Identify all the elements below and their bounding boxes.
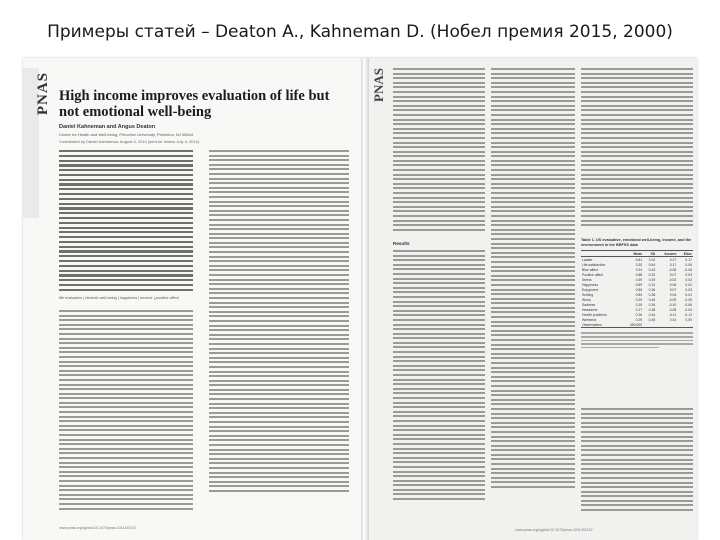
- table-cell: -0.12: [684, 312, 692, 317]
- article-scan: [23, 58, 697, 540]
- table-cell: 0.02: [685, 282, 692, 287]
- right-column-3-bottom: [581, 408, 693, 516]
- table-cell: 0.06: [685, 262, 692, 267]
- table-cell: -0.05: [684, 267, 692, 272]
- table-cell: -0.08: [668, 307, 677, 312]
- table-cell: Smiling: [582, 292, 594, 297]
- table-row: [581, 312, 693, 317]
- table-cell: -0.08: [668, 267, 677, 272]
- table-header-cell: SD: [643, 251, 656, 257]
- body-column-2: [209, 150, 349, 516]
- page-gutter: [361, 58, 369, 540]
- table-cell: 0.26: [635, 312, 643, 317]
- table-cell: Ladder: [582, 257, 593, 262]
- article-authors: Daniel Kahneman and Angus Deaton: [59, 124, 156, 130]
- table-cell: -0.02: [668, 277, 677, 282]
- article-left-page: [23, 58, 361, 540]
- body-text-1: [59, 310, 193, 510]
- table-cell: Health problems: [582, 312, 607, 317]
- table-cell: 0.88: [635, 272, 643, 277]
- article-affiliation: Center for Health and Well-being, Princeton University, Princeton, NJ 08544: [59, 132, 194, 137]
- table-cell: 0.38: [648, 307, 656, 312]
- table-header-cell: Educ: [677, 251, 693, 257]
- table-row: [581, 262, 693, 267]
- right-text-3b: [581, 408, 693, 511]
- table-cell: 0.02: [685, 277, 692, 282]
- table-cell: 0.07: [669, 287, 677, 292]
- pnas-logo-right: PNAS: [371, 68, 386, 102]
- right-text-3a: [581, 68, 693, 226]
- table-cell: 0.49: [648, 277, 656, 282]
- table-cell: Life satisfaction: [582, 262, 606, 267]
- table-cell: -0.09: [668, 297, 677, 302]
- body-column-1: [59, 310, 193, 516]
- table-cell: 0.00: [685, 317, 692, 322]
- table-cell: -0.05: [684, 297, 692, 302]
- table-cell: 0.85: [635, 287, 643, 292]
- table-cell: Blue affect: [582, 267, 598, 272]
- right-text-1a: [393, 68, 485, 231]
- table-cell: 0.01: [669, 317, 677, 322]
- table-cell: [677, 322, 693, 328]
- table-cell: [656, 322, 677, 328]
- table-cell: -0.04: [684, 307, 692, 312]
- table-cell: Weekend: [582, 317, 597, 322]
- right-text-1b: [393, 250, 485, 500]
- table-cell: 0.44: [648, 312, 656, 317]
- abstract-column: [59, 150, 193, 292]
- table-cell: -0.06: [684, 302, 692, 307]
- table-header-cell: Income: [656, 251, 677, 257]
- table-cell: 0.03: [685, 272, 692, 277]
- table-cell: 3.30: [635, 262, 643, 267]
- table-cell: -0.10: [668, 302, 677, 307]
- table-cell: Stress: [582, 277, 592, 282]
- table-cell: Sadness: [582, 302, 596, 307]
- table-cell: 2.02: [648, 257, 656, 262]
- table-cell: 0.07: [669, 272, 677, 277]
- table-cell: Enjoyment: [582, 287, 599, 292]
- table-cell: 0.45: [648, 297, 656, 302]
- table-cell: 0.83: [635, 292, 643, 297]
- table-cell: 0.36: [648, 287, 656, 292]
- article-keywords: life evaluation | hedonic well-being | happiness | income | positive affect: [59, 296, 179, 300]
- table-cell: 0.31: [648, 282, 656, 287]
- table-1-caption: Table 1. US evaluative, emotional well-being, income, and the environment in the BRFSS data: [581, 238, 692, 247]
- table-header-cell: Mean: [622, 251, 644, 257]
- abstract-text: [59, 150, 193, 292]
- table-row: [581, 267, 693, 272]
- article-right-page: [369, 58, 697, 540]
- table-cell: 0.17: [669, 262, 677, 267]
- table-cell: 0.45: [648, 317, 656, 322]
- table-row: [581, 282, 693, 287]
- table-1-grid: [581, 250, 693, 328]
- table-cell: 0.24: [635, 267, 643, 272]
- table-cell: Worry: [582, 297, 591, 302]
- table-cell: 0.38: [648, 292, 656, 297]
- table-1-body: [581, 257, 693, 328]
- pnas-logo: PNAS: [35, 72, 51, 116]
- right-column-3-top: [581, 68, 693, 232]
- table-cell: 0.32: [648, 272, 656, 277]
- table-cell: 0.15: [635, 302, 643, 307]
- article-title: High income improves evaluation of life but not emotional well-being: [59, 88, 330, 120]
- table-cell: 0.39: [635, 277, 643, 282]
- table-cell: 6.81: [635, 257, 643, 262]
- table-cell: Happiness: [582, 282, 599, 287]
- table-row: [581, 287, 693, 292]
- table-cell: 0.27: [669, 257, 677, 262]
- table-cell: 0.17: [685, 257, 692, 262]
- table-cell: 450,000: [622, 322, 644, 328]
- table-cell: [643, 322, 656, 328]
- table-cell: Headache: [582, 307, 598, 312]
- table-row: [581, 272, 693, 277]
- body-text-2: [209, 150, 349, 492]
- table-cell: 0.89: [635, 282, 643, 287]
- right-text-2: [491, 68, 575, 488]
- table-cell: 0.36: [648, 302, 656, 307]
- left-page-footer: www.pnas.org/cgi/doi/10.1073/pnas.1011492107: [59, 526, 137, 530]
- table-cell: -0.11: [668, 312, 677, 317]
- table-1: [581, 238, 693, 350]
- right-page-footer: www.pnas.org/cgi/doi/10.1073/pnas.1011492107: [515, 528, 593, 532]
- slide-title: Примеры статей – Deaton A., Kahneman D. (Нобел премия 2015, 2000): [47, 22, 673, 42]
- table-cell: 0.04: [669, 292, 677, 297]
- table-cell: 0.64: [648, 262, 656, 267]
- right-column-1-bottom: [393, 250, 485, 516]
- results-heading: Results: [393, 241, 410, 246]
- table-cell: 0.43: [648, 267, 656, 272]
- table-1-notes: [581, 332, 693, 348]
- table-cell: Observations: [581, 322, 622, 328]
- table-row: [581, 322, 693, 328]
- right-column-2: [491, 68, 575, 516]
- table-cell: 0.29: [635, 297, 643, 302]
- table-cell: 0.03: [685, 287, 692, 292]
- article-contributed-note: Contributed by Daniel Kahneman, August 4, 2010 (sent for review July 4, 2010): [59, 139, 200, 144]
- right-column-1-top: [393, 68, 485, 238]
- table-cell: 0.01: [685, 292, 692, 297]
- table-cell: 0.17: [635, 307, 643, 312]
- table-cell: 0.06: [669, 282, 677, 287]
- table-cell: Positive affect: [582, 272, 604, 277]
- table-cell: 0.29: [635, 317, 643, 322]
